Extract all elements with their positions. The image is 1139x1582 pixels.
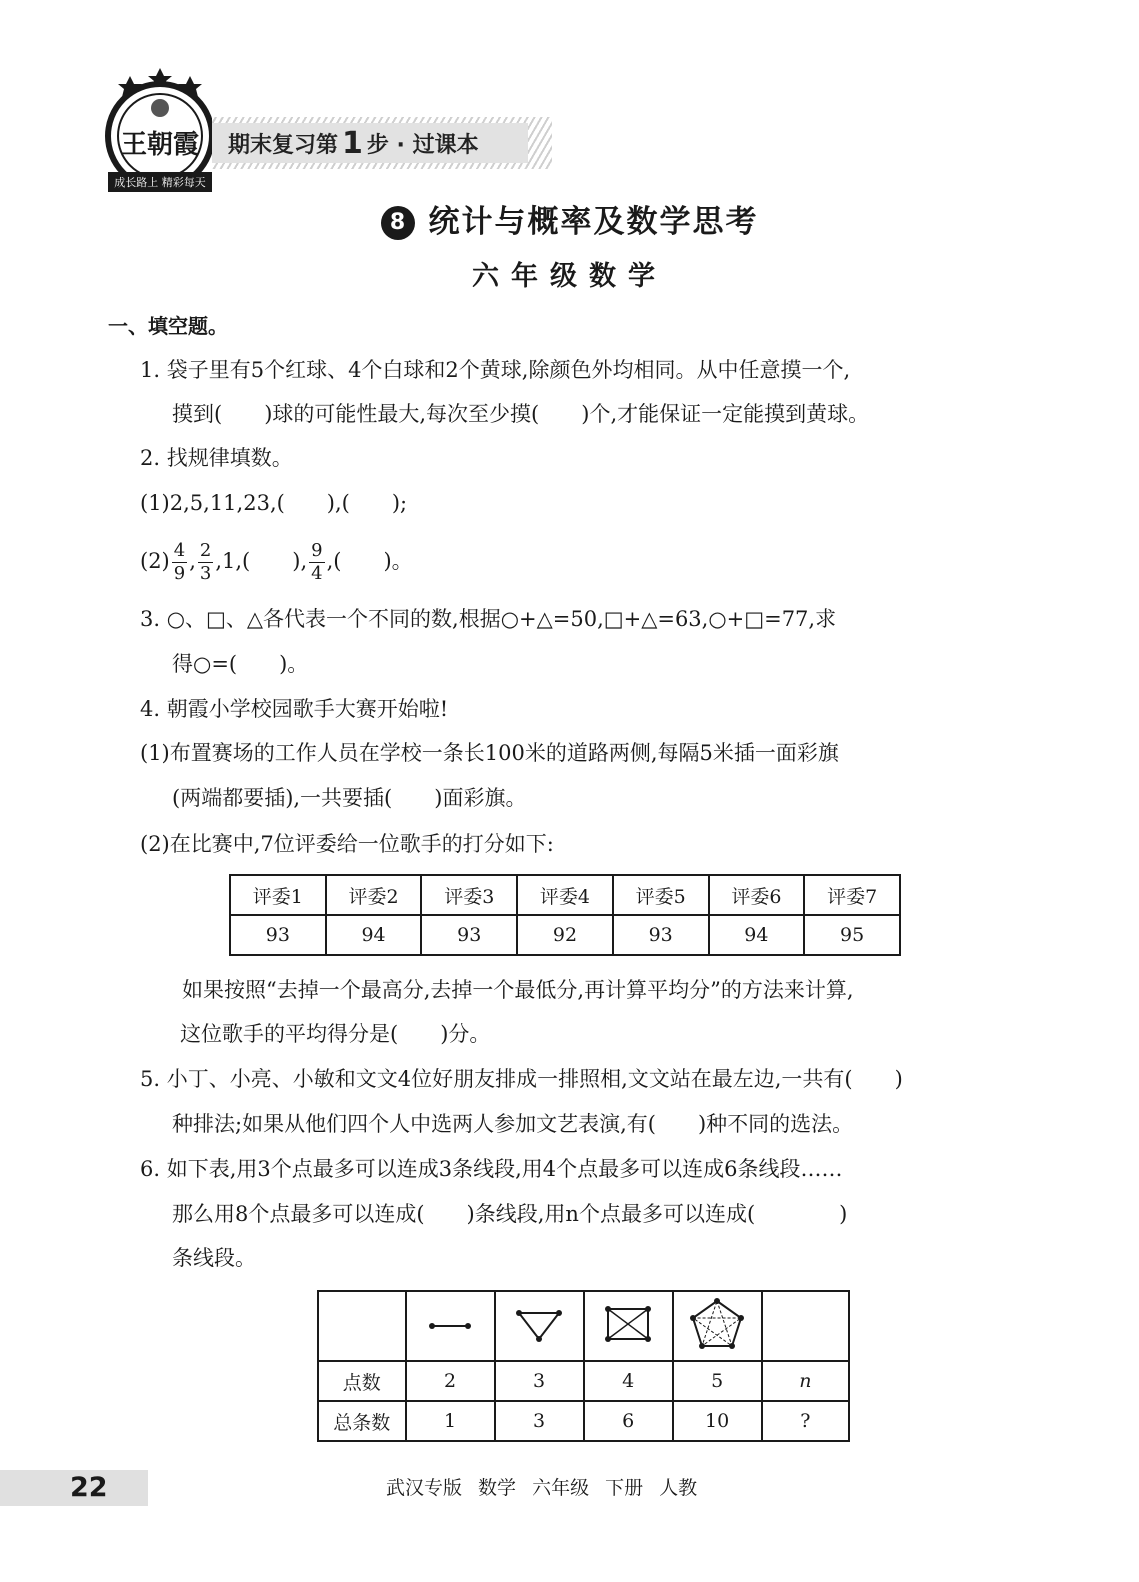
two-point-diagram: [406, 1291, 495, 1361]
unit-number-badge: 8: [381, 206, 415, 240]
q2-part2-end: ,( )。: [326, 549, 413, 573]
q2-part2-mid: ,1,( ),: [215, 549, 308, 573]
judges-score-table: [229, 874, 901, 956]
q4-after-line1: 如果按照“去掉一个最高分,去掉一个最低分,再计算平均分”的方法来计算,: [182, 978, 854, 1002]
fraction-denominator: 4: [311, 563, 323, 584]
scores-row: [230, 915, 900, 955]
points-cell: 2: [406, 1361, 495, 1401]
empty-cell: [762, 1291, 849, 1361]
points-cell: 3: [495, 1361, 584, 1401]
fraction-numerator: 2: [199, 540, 212, 561]
q6-line2: 那么用8个点最多可以连成( )条线段,用n个点最多可以连成( ): [172, 1202, 848, 1226]
score-cell: 95: [804, 915, 900, 955]
banner-prefix: 期末复习第: [228, 132, 339, 158]
three-point-diagram: [495, 1291, 584, 1361]
segments-cell: 6: [584, 1401, 673, 1441]
judges-header-row: [230, 875, 900, 915]
segments-cell: 1: [406, 1401, 495, 1441]
banner-suffix: 步 · 过课本: [366, 132, 479, 158]
section-heading: 一、填空题。: [108, 314, 228, 338]
score-cell: 93: [230, 915, 326, 955]
judge-cell: 评委2: [326, 875, 422, 915]
q4-stem: 4. 朝霞小学校园歌手大赛开始啦!: [140, 697, 449, 721]
judge-cell: 评委5: [613, 875, 709, 915]
logo-name: 王朝霞: [120, 130, 199, 160]
q2-part2: (2) $\frac{4}{9}$ , $\frac{2}{3}$ ,1,( ), $\frac{9}{4}$ ,( )。: [140, 540, 413, 584]
fraction: [172, 540, 187, 585]
segments-cell: 10: [673, 1401, 762, 1441]
fraction-denominator: 3: [199, 563, 212, 584]
points-segments-table: [317, 1290, 850, 1442]
segments-cell: 3: [495, 1401, 584, 1441]
diagram-row: [318, 1291, 849, 1361]
q4-after-line2: 这位歌手的平均得分是( )分。: [180, 1022, 491, 1046]
score-cell: 92: [517, 915, 613, 955]
row-label: 总条数: [318, 1401, 406, 1441]
judge-cell: 评委6: [709, 875, 805, 915]
five-point-diagram: [673, 1291, 762, 1361]
empty-cell: [318, 1291, 406, 1361]
points-cell: 5: [673, 1361, 762, 1401]
judge-cell: 评委1: [230, 875, 326, 915]
q6-line1: 6. 如下表,用3个点最多可以连成3条线段,用4个点最多可以连成6条线段……: [140, 1157, 843, 1181]
logo-tagline: 成长路上 精彩每天: [114, 176, 206, 189]
fraction: [309, 540, 324, 585]
points-cell: 4: [584, 1361, 673, 1401]
q6-line3: 条线段。: [172, 1246, 256, 1270]
points-cell: n: [762, 1361, 849, 1401]
score-cell: 94: [326, 915, 422, 955]
q3-line2: 得○=( )。: [172, 652, 309, 676]
judge-cell: 评委3: [421, 875, 517, 915]
unit-title-text: 统计与概率及数学思考: [428, 204, 759, 240]
q5-line2: 种排法;如果从他们四个人中选两人参加文艺表演,有( )种不同的选法。: [172, 1112, 854, 1136]
fraction-numerator: 9: [311, 540, 323, 561]
judge-cell: 评委4: [517, 875, 613, 915]
four-point-diagram: [584, 1291, 673, 1361]
segments-cell: ?: [762, 1401, 849, 1441]
fraction-denominator: 9: [173, 563, 186, 584]
q4-part1-line2: (两端都要插),一共要插( )面彩旗。: [172, 786, 527, 810]
q5-line1: 5. 小丁、小亮、小敏和文文4位好朋友排成一排照相,文文站在最左边,一共有( ): [140, 1067, 903, 1091]
banner-step-number: 1: [342, 125, 363, 161]
score-cell: 94: [709, 915, 805, 955]
judge-cell: 评委7: [804, 875, 900, 915]
q3-line1: 3. ○、□、△各代表一个不同的数,根据○+△=50,□+△=63,○+□=77,求: [140, 607, 837, 631]
q1-line1: 1. 袋子里有5个红球、4个白球和2个黄球,除颜色外均相同。从中任意摸一个,: [140, 358, 851, 382]
score-cell: 93: [613, 915, 709, 955]
segments-row: [318, 1401, 849, 1441]
page-title: [0, 196, 1139, 241]
publisher-logo: [100, 66, 220, 198]
q2-part1: (1)2,5,11,23,( ),( );: [140, 491, 408, 515]
q4-part2: (2)在比赛中,7位评委给一位歌手的打分如下:: [140, 832, 554, 856]
footer-info: 武汉专版 数学 六年级 下册 人教: [386, 1477, 698, 1499]
q2-part2-prefix: (2): [140, 549, 170, 573]
q4-part1-line1: (1)布置赛场的工作人员在学校一条长100米的道路两侧,每隔5米插一面彩旗: [140, 741, 839, 765]
q1-line2: 摸到( )球的可能性最大,每次至少摸( )个,才能保证一定能摸到黄球。: [172, 402, 870, 426]
q2-stem: 2. 找规律填数。: [140, 446, 293, 470]
section-banner: [212, 117, 552, 169]
fraction-numerator: 4: [173, 540, 186, 561]
points-row: [318, 1361, 849, 1401]
fraction: [198, 540, 213, 585]
page-number: 22: [70, 1472, 108, 1503]
row-label: 点数: [318, 1361, 406, 1401]
page-subtitle: 六年级数学: [472, 261, 667, 292]
score-cell: 93: [421, 915, 517, 955]
